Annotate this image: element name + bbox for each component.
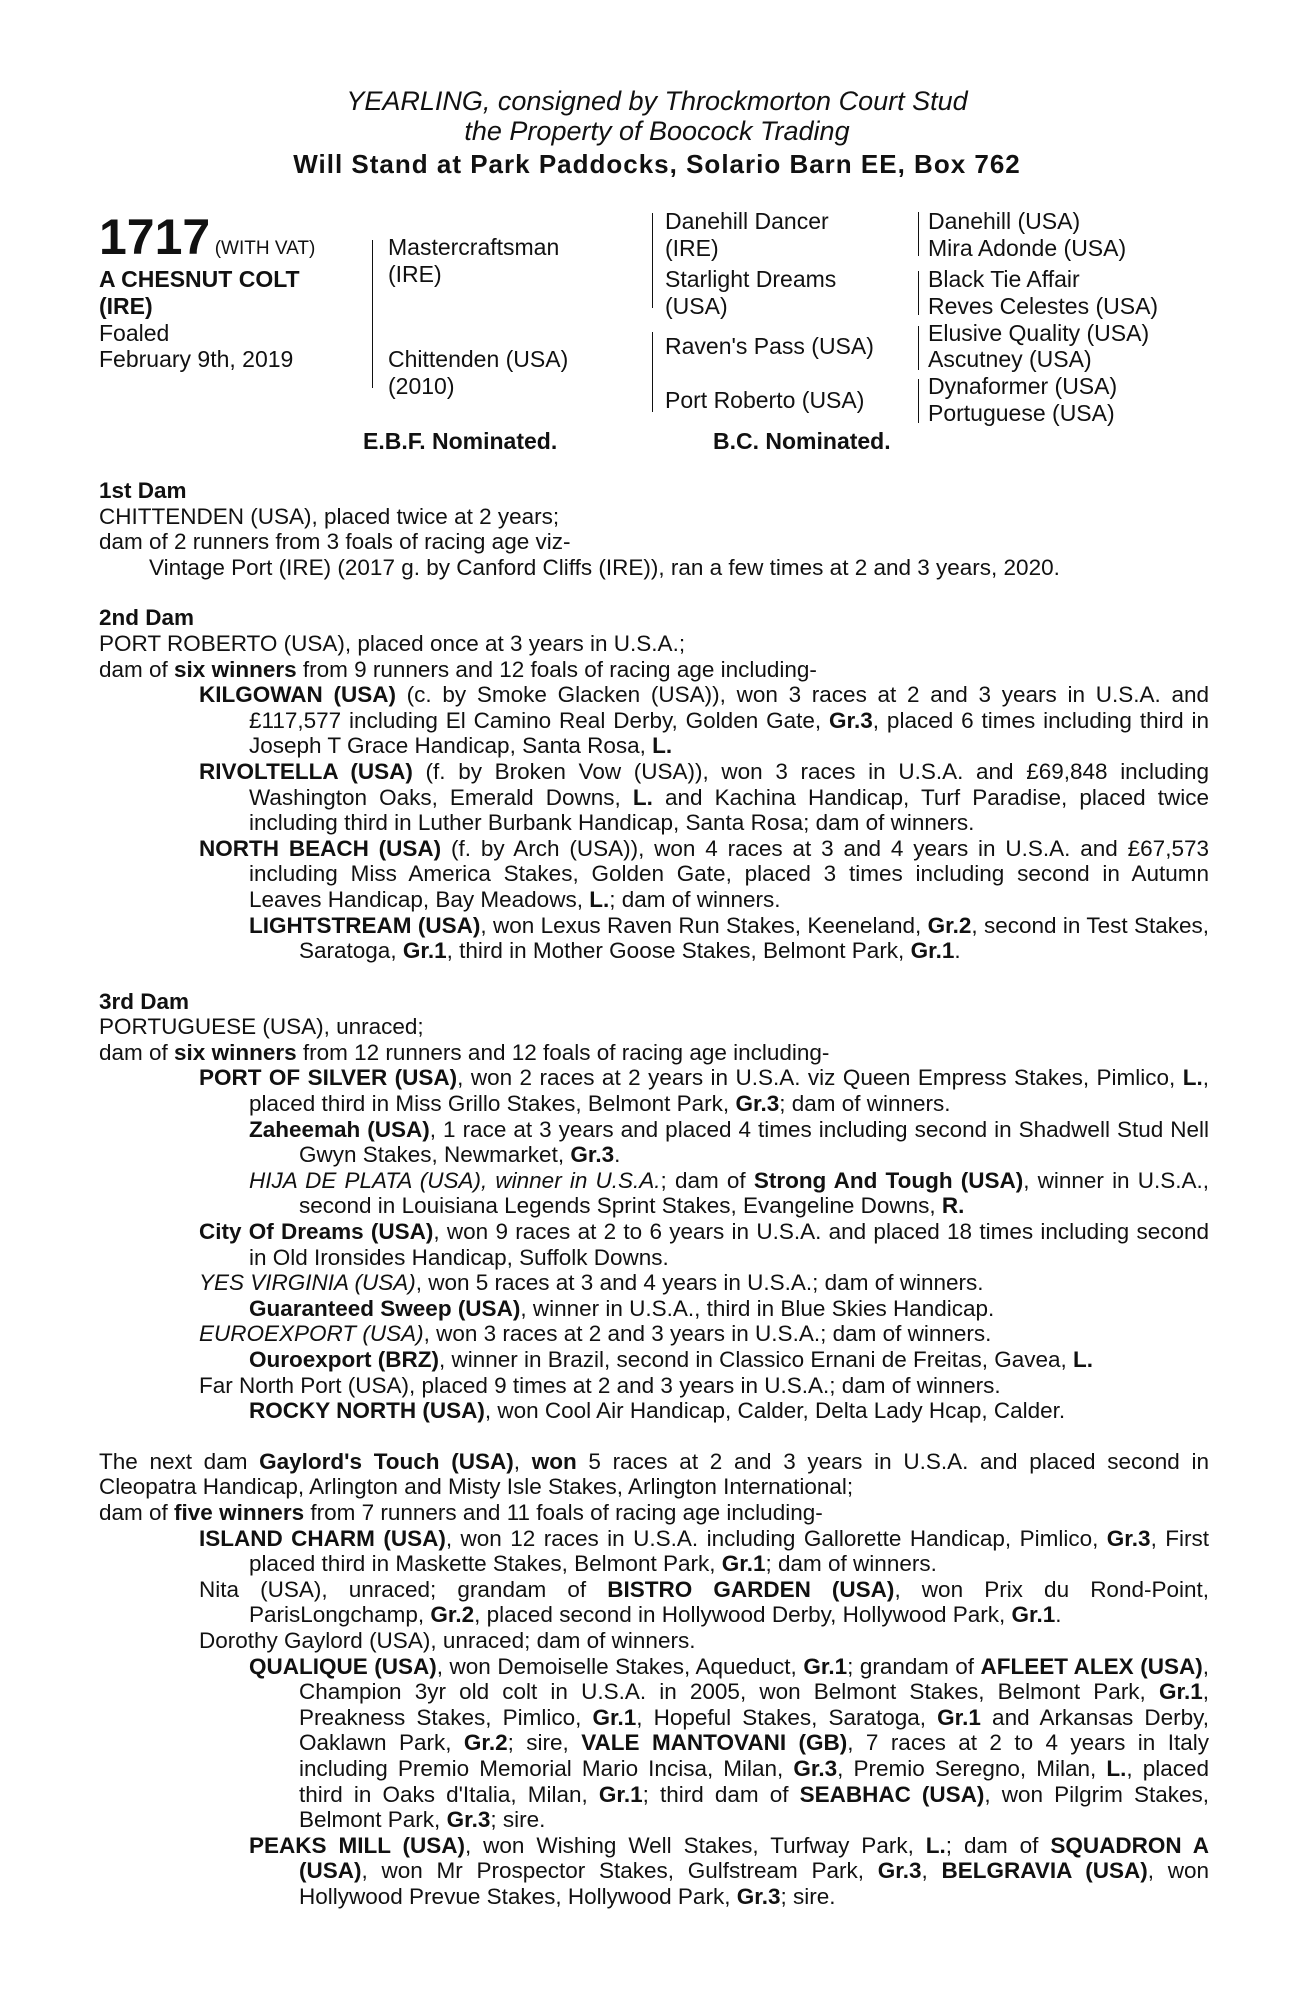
pedigree-brace-3: [918, 326, 919, 370]
entry-euroexport: EUROEXPORT (USA), won 3 races at 2 and 3 years in U.S.A.; dam of winners.: [199, 1321, 992, 1347]
gen3-4: Reves Celestes (USA): [928, 293, 1159, 319]
entry-peaks-mill: PEAKS MILL (USA), won Wishing Well Stakes, Turfway Park, L.; dam of SQUADRON A (USA), won Mr Prospector Stakes, Gulfstream Park, Gr.3, BELGRAVIA (USA), won Hollywood Prevue Stakes, Hollywood Park, Gr.3; sire.: [249, 1832, 1209, 1909]
sire-name: Mastercraftsman: [388, 234, 560, 260]
next-dam-produce: dam of five winners from 7 runners and 11 foals of racing age including-: [99, 1499, 823, 1525]
dam3-line1: PORTUGUESE (USA), unraced;: [99, 1014, 424, 1040]
lot-description: A CHESNUT COLT: [99, 266, 300, 292]
dam3-heading: 3rd Dam: [99, 988, 190, 1014]
sire-sire-country: (IRE): [665, 235, 719, 261]
dam-name: Chittenden (USA): [388, 346, 569, 372]
entry-guaranteed-sweep: Guaranteed Sweep (USA), winner in U.S.A., third in Blue Skies Handicap.: [249, 1295, 995, 1321]
gen3-3: Black Tie Affair: [928, 266, 1080, 292]
vat-note: (WITH VAT): [214, 238, 316, 259]
dam-sire-name: Raven's Pass (USA): [665, 333, 874, 359]
foaled-label: Foaled: [99, 320, 170, 346]
lot-number-block: [99, 208, 315, 266]
sire-dam-name: Starlight Dreams: [665, 266, 837, 292]
entry-nita: Nita (USA), unraced; grandam of BISTRO GARDEN (USA), won Prix du Rond-Point, ParisLongchamp, Gr.2, placed second in Hollywood Derby, Hollywood Park, Gr.1.: [199, 1576, 1210, 1628]
dam1-line2: dam of 2 runners from 3 foals of racing age viz-: [99, 529, 571, 555]
gen3-1: Danehill (USA): [928, 208, 1081, 234]
property-line: the Property of Boocock Trading: [464, 116, 850, 146]
entry-qualique: QUALIQUE (USA), won Demoiselle Stakes, Aqueduct, Gr.1; grandam of AFLEET ALEX (USA), Champion 3yr old colt in U.S.A. in 2005, won Belmont Stakes, Belmont Park, Gr.1, Preakness Stakes, Pimlico, Gr.1, Hopeful Stakes, Saratoga, Gr.1 and Arkansas Derby, Oaklawn Park, Gr.2; sire, VALE MANTOVANI (GB), 7 races at 2 to 4 years in Italy including Premio Memorial Mario Incisa, Milan, Gr.3, Premio Seregno, Milan, L., placed third in Oaks d'Italia, Milan, Gr.1; third dam of SEABHAC (USA), won Pilgrim Stakes, Belmont Park, Gr.3; sire.: [249, 1653, 1209, 1833]
dam-dam-name: Port Roberto (USA): [665, 387, 865, 413]
entry-lightstream: LIGHTSTREAM (USA), won Lexus Raven Run Stakes, Keeneland, Gr.2, second in Test Stakes, Saratoga, Gr.1, third in Mother Goose Stakes, Belmont Park, Gr.1.: [249, 912, 1210, 964]
sire-sire-name: Danehill Dancer: [665, 208, 829, 234]
pedigree-notes: [99, 478, 1209, 1909]
lot-country: (IRE): [99, 293, 153, 319]
gen3-5: Elusive Quality (USA): [928, 320, 1150, 346]
dam2-line2: dam of six winners from 9 runners and 12 foals of racing age including-: [99, 656, 817, 682]
dam1-heading: 1st Dam: [99, 478, 187, 503]
ebf-nominated: E.B.F. Nominated.: [363, 428, 558, 454]
entry-rivoltella: RIVOLTELLA (USA) (f. by Broken Vow (USA)), won 3 races in U.S.A. and £69,848 including Washington Oaks, Emerald Downs, L. and Kachina Handicap, Turf Paradise, placed twice including third in Luther Burbank Handicap, Santa Rosa; dam of winners.: [199, 758, 1210, 836]
gen3-7: Dynaformer (USA): [928, 373, 1118, 399]
pedigree-brace-2: [918, 271, 919, 315]
pedigree-brace-4: [918, 379, 919, 423]
entry-rocky-north: ROCKY NORTH (USA), won Cool Air Handicap, Calder, Delta Lady Hcap, Calder.: [249, 1398, 1066, 1424]
entry-ouroexport: Ouroexport (BRZ), winner in Brazil, second in Classico Ernani de Freitas, Gavea, L.: [249, 1347, 1094, 1372]
pedigree-brace-dam: [652, 332, 653, 412]
consignor-line: YEARLING, consigned by Throckmorton Court Stud: [346, 86, 968, 116]
lot-number: 1717: [99, 209, 211, 265]
pedigree-brace-sire: [652, 213, 653, 308]
dam2-line1: PORT ROBERTO (USA), placed once at 3 years in U.S.A.;: [99, 630, 686, 656]
entry-far-north-port: Far North Port (USA), placed 9 times at 2 and 3 years in U.S.A.; dam of winners.: [199, 1372, 1001, 1398]
sire-dam-country: (USA): [665, 293, 728, 319]
gen3-6: Ascutney (USA): [928, 346, 1092, 372]
dam1-line1: CHITTENDEN (USA), placed twice at 2 years;: [99, 503, 560, 529]
pedigree-brace-1: [918, 212, 919, 256]
entry-city-of-dreams: City Of Dreams (USA), won 9 races at 2 to 6 years in U.S.A. and placed 18 times including second in Old Ironsides Handicap, Suffolk Downs.: [199, 1219, 1210, 1270]
dam3-line2: dam of six winners from 12 runners and 12 foals of racing age including-: [99, 1039, 830, 1065]
entry-port-of-silver: PORT OF SILVER (USA), won 2 races at 2 years in U.S.A. viz Queen Empress Stakes, Pimlico, L., placed third in Miss Grillo Stakes, Belmont Park, Gr.3; dam of winners.: [199, 1065, 1209, 1117]
entry-yes-virginia: YES VIRGINIA (USA), won 5 races at 3 and 4 years in U.S.A.; dam of winners.: [199, 1270, 984, 1296]
foaled-date: February 9th, 2019: [99, 346, 294, 372]
next-dam-line: The next dam Gaylord's Touch (USA), won 5 races at 2 and 3 years in U.S.A. and placed second in Cleopatra Handicap, Arlington and Misty Isle Stakes, Arlington International;: [99, 1448, 1210, 1500]
entry-kilgowan: KILGOWAN (USA) (c. by Smoke Glacken (USA)), won 3 races at 2 and 3 years in U.S.A. and £117,577 including El Camino Real Derby, Golden Gate, Gr.3, placed 6 times including third in Joseph T Grace Handicap, Santa Rosa, L.: [199, 682, 1209, 759]
entry-north-beach: NORTH BEACH (USA) (f. by Arch (USA)), won 4 races at 3 and 4 years in U.S.A. and £67,573 including Miss America Stakes, Golden Gate, placed 3 times including second in Autumn Leaves Handicap, Bay Meadows, L.; dam of winners.: [199, 835, 1209, 912]
gen3-8: Portuguese (USA): [928, 400, 1115, 426]
entry-island-charm: ISLAND CHARM (USA), won 12 races in U.S.A. including Gallorette Handicap, Pimlico, Gr.3, First placed third in Maskette Stakes, Belmont Park, Gr.1; dam of winners.: [199, 1525, 1209, 1577]
dam-year: (2010): [388, 373, 455, 399]
entry-zaheemah: Zaheemah (USA), 1 race at 3 years and placed 4 times including second in Shadwell Stud Nell Gwyn Stakes, Newmarket, Gr.3.: [249, 1116, 1209, 1168]
entry-dorothy-gaylord: Dorothy Gaylord (USA), unraced; dam of winners.: [199, 1627, 696, 1653]
location-line: Will Stand at Park Paddocks, Solario Barn EE, Box 762: [293, 149, 1021, 179]
gen3-2: Mira Adonde (USA): [928, 235, 1127, 261]
dam2-heading: 2nd Dam: [99, 605, 195, 631]
sire-country: (IRE): [388, 261, 442, 287]
entry-hija-de-plata: HIJA DE PLATA (USA), winner in U.S.A.; dam of Strong And Tough (USA), winner in U.S.A., second in Louisiana Legends Sprint Stakes, Evangeline Downs, R.: [249, 1167, 1210, 1219]
pedigree-brace-main: [372, 240, 373, 388]
dam1-produce: Vintage Port (IRE) (2017 g. by Canford Cliffs (IRE)), ran a few times at 2 and 3 years, 2020.: [149, 554, 1060, 580]
bc-nominated: B.C. Nominated.: [713, 428, 891, 454]
